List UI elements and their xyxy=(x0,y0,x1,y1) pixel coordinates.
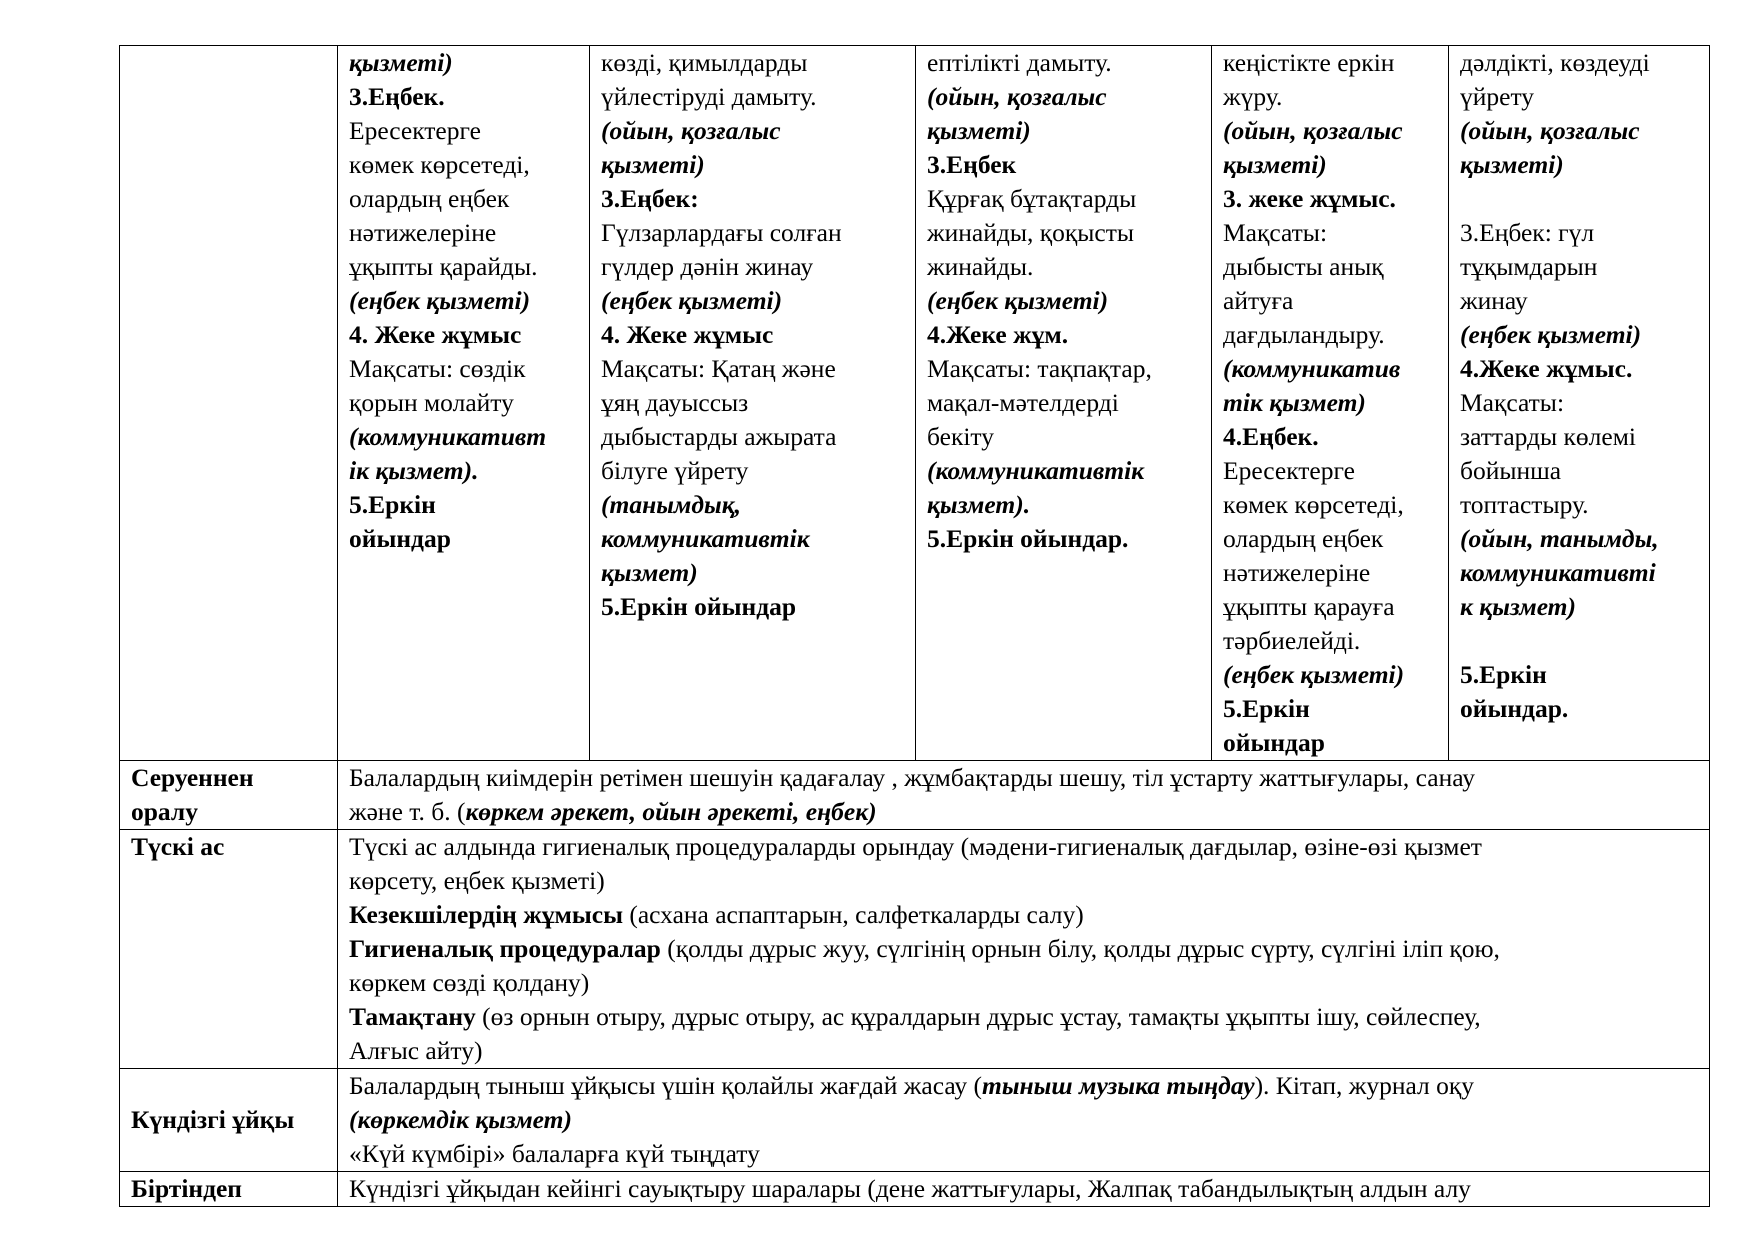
text-line: коммуникативті xyxy=(1460,558,1656,587)
text-line: ептілікті дамыту. xyxy=(927,48,1112,77)
text-line: дыбыстарды ажырата xyxy=(601,422,837,451)
text-line: 4. Жеке жұмыс xyxy=(601,320,774,349)
text-line: тік қызмет) xyxy=(1223,388,1366,417)
text-line: (танымдық, xyxy=(601,490,742,519)
text-line: 5.Еркін ойындар xyxy=(601,592,797,621)
text-line: (көркемдік қызмет) xyxy=(349,1105,572,1134)
document-page xyxy=(119,45,1709,1207)
text-line: қызметі) xyxy=(1223,150,1327,179)
activity-cell-4 xyxy=(1212,46,1449,761)
text-line: (ойын, қозғалыс xyxy=(1460,116,1640,145)
text-line: олардың еңбек xyxy=(349,184,510,213)
row-content xyxy=(338,1069,1710,1172)
text-line: жинау xyxy=(1460,286,1528,315)
text-line xyxy=(349,932,1699,966)
label-line: Біртіндеп xyxy=(131,1174,243,1203)
text-line xyxy=(349,898,1699,932)
row-label xyxy=(120,830,338,1069)
text-line: топтастыру. xyxy=(1460,490,1589,519)
text-line xyxy=(349,795,1699,829)
text-line: ойындар xyxy=(349,524,451,553)
text-line: 3.Еңбек xyxy=(927,150,1017,179)
text-line xyxy=(349,1069,1699,1103)
text-line: Ересектерге xyxy=(1223,456,1355,485)
text-line: нәтижелеріне xyxy=(1223,558,1371,587)
text-line: Күндізгі ұйқыдан кейінгі сауықтыру шаралары (дене жаттығулары, Жалпақ табандылықтың алдын алу xyxy=(349,1174,1471,1203)
row-label xyxy=(120,761,338,830)
text-line: 4.Жеке жұм. xyxy=(927,320,1069,349)
text-segment: көркем әрекет, ойын әрекеті, еңбек) xyxy=(465,797,877,826)
text-line: дыбысты анық xyxy=(1223,252,1384,281)
text-line: қызметі) xyxy=(1460,150,1564,179)
text-line: (еңбек қызметі) xyxy=(927,286,1109,315)
text-line: Мақсаты: xyxy=(1223,218,1328,247)
text-line: 3.Еңбек. xyxy=(349,82,445,111)
text-line xyxy=(349,1000,1699,1034)
text-line: дағдыландыру. xyxy=(1223,320,1385,349)
text-line: айтуға xyxy=(1223,286,1294,315)
text-segment: (асхана аспаптарын, салфеткаларды салу) xyxy=(622,900,1084,929)
text-line: жинайды. xyxy=(927,252,1034,281)
text-line: коммуникативтік xyxy=(601,524,810,553)
text-line: көмек көрсетеді, xyxy=(349,150,530,179)
text-line: үйрету xyxy=(1460,82,1535,111)
text-line: тұқымдарын xyxy=(1460,252,1598,281)
text-line: (коммуникативтік xyxy=(927,456,1145,485)
text-line: тәрбиелейді. xyxy=(1223,626,1361,655)
text-line: қызмет). xyxy=(927,490,1031,519)
text-line: жүру. xyxy=(1223,82,1283,111)
text-line: Мақсаты: сөздік xyxy=(349,354,526,383)
text-line: ұқыпты қарауға xyxy=(1223,592,1395,621)
text-segment: ). Кітап, журнал оқу xyxy=(1254,1071,1475,1100)
text-line: қызметі) xyxy=(349,48,453,77)
text-line: заттарды көлемі xyxy=(1460,422,1636,451)
activity-cell-5 xyxy=(1449,46,1710,761)
text-line: 4.Еңбек. xyxy=(1223,422,1319,451)
text-line: (ойын, қозғалыс xyxy=(1223,116,1403,145)
row-content xyxy=(338,830,1710,1069)
text-line: қорын молайту xyxy=(349,388,514,417)
empty-label-cell xyxy=(120,46,338,761)
text-line: қызмет) xyxy=(601,558,698,587)
text-line: (еңбек қызметі) xyxy=(601,286,783,315)
text-line: ойындар xyxy=(1223,728,1325,757)
text-line: (ойын, қозғалыс xyxy=(601,116,781,145)
activity-cell-2 xyxy=(590,46,916,761)
nap-row xyxy=(120,1069,1710,1172)
text-line: дәлдікті, көздеуді xyxy=(1460,48,1650,77)
text-line: нәтижелеріне xyxy=(349,218,497,247)
text-line: (ойын, қозғалыс xyxy=(927,82,1107,111)
text-line: мақал-мәтелдерді xyxy=(927,388,1119,417)
text-line: 5.Еркін xyxy=(349,490,436,519)
text-line: Ересектерге xyxy=(349,116,481,145)
text-line: (коммуникатив xyxy=(1223,354,1401,383)
text-segment: (қолды дұрыс жуу, сүлгінің орнын білу, қолды дұрыс сүрту, сүлгіні іліп қою, xyxy=(660,934,1500,963)
text-line: (коммуникативт xyxy=(349,422,547,451)
text-line: 5.Еркін xyxy=(1460,660,1547,689)
activity-cell-1 xyxy=(338,46,590,761)
label-line: Серуеннен xyxy=(131,763,254,792)
text-line: қызметі) xyxy=(601,150,705,179)
text-segment: Кезекшілердің жұмысы xyxy=(349,900,623,929)
label-line: оралу xyxy=(131,797,198,826)
text-line: 5.Еркін xyxy=(1223,694,1310,723)
text-line: Мақсаты: тақпақтар, xyxy=(927,354,1152,383)
return-walk-row xyxy=(120,761,1710,830)
text-line: Түскі ас алдында гигиеналық процедураларды орындау (мәдени-гигиеналық дағдылар, өзіне-өзі қызмет xyxy=(349,832,1482,861)
text-line: 5.Еркін ойындар. xyxy=(927,524,1129,553)
daily-schedule-table xyxy=(119,45,1710,1207)
text-segment: Балалардың тыныш ұйқысы үшін қолайлы жағдай жасау ( xyxy=(349,1071,982,1100)
text-line: ұяң дауыссыз xyxy=(601,388,749,417)
text-segment: Тамақтану xyxy=(349,1002,476,1031)
blank-line xyxy=(1460,182,1699,216)
text-line: Мақсаты: xyxy=(1460,388,1565,417)
text-line: көзді, қимылдарды xyxy=(601,48,808,77)
text-line: (еңбек қызметі) xyxy=(1223,660,1405,689)
label-line: Күндізгі ұйқы xyxy=(131,1105,295,1134)
text-segment: тыныш музыка тыңдау xyxy=(981,1071,1255,1100)
activity-cell-3 xyxy=(916,46,1212,761)
text-line: 4. Жеке жұмыс xyxy=(349,320,522,349)
text-line: 3. жеке жұмыс. xyxy=(1223,184,1396,213)
row-label xyxy=(120,1069,338,1172)
text-line: бойынша xyxy=(1460,456,1562,485)
gradual-row xyxy=(120,1172,1710,1207)
text-line: Балалардың киімдерін ретімен шешуін қадағалау , жұмбақтарды шешу, тіл ұстарту жаттығулары, санау xyxy=(349,763,1476,792)
text-line: бекіту xyxy=(927,422,994,451)
blank-line xyxy=(1460,624,1699,658)
text-line: жинайды, қоқысты xyxy=(927,218,1134,247)
text-line: 3.Еңбек: xyxy=(601,184,699,213)
text-line: Гүлзарлардағы солған xyxy=(601,218,842,247)
lunch-row xyxy=(120,830,1710,1069)
text-segment: және т. б. ( xyxy=(349,797,466,826)
row-content xyxy=(338,1172,1710,1207)
text-line: көмек көрсетеді, xyxy=(1223,490,1404,519)
text-line: к қызмет) xyxy=(1460,592,1577,621)
text-line: «Күй күмбірі» балаларға күй тыңдату xyxy=(349,1139,760,1168)
text-line: көрсету, еңбек қызметі) xyxy=(349,866,605,895)
text-line: Алғыс айту) xyxy=(349,1036,483,1065)
text-line: Құрғақ бұтақтарды xyxy=(927,184,1137,213)
label-line: Түскі ас xyxy=(131,832,225,861)
text-line: үйлестіруді дамыту. xyxy=(601,82,817,111)
text-line: Мақсаты: Қатаң және xyxy=(601,354,836,383)
activities-row xyxy=(120,46,1710,761)
row-label xyxy=(120,1172,338,1207)
text-line: қызметі) xyxy=(927,116,1031,145)
text-line: (еңбек қызметі) xyxy=(1460,320,1642,349)
text-line: (ойын, танымды, xyxy=(1460,524,1659,553)
text-line: (еңбек қызметі) xyxy=(349,286,531,315)
text-line: ұқыпты қарайды. xyxy=(349,252,538,281)
text-line: ік қызмет). xyxy=(349,456,479,485)
text-line: ойындар. xyxy=(1460,694,1569,723)
text-line: көркем сөзді қолдану) xyxy=(349,968,590,997)
text-line: білуге үйрету xyxy=(601,456,749,485)
row-content xyxy=(338,761,1710,830)
text-line: гүлдер дәнін жинау xyxy=(601,252,814,281)
text-segment: Гигиеналық процедуралар xyxy=(349,934,661,963)
text-segment: (өз орнын отыру, дұрыс отыру, ас құралдарын дұрыс ұстау, тамақты ұқыпты ішу, сөйлеспеу, xyxy=(475,1002,1481,1031)
text-line: кеңістікте еркін xyxy=(1223,48,1395,77)
text-line: 3.Еңбек: гүл xyxy=(1460,218,1595,247)
text-line: 4.Жеке жұмыс. xyxy=(1460,354,1633,383)
text-line: олардың еңбек xyxy=(1223,524,1384,553)
